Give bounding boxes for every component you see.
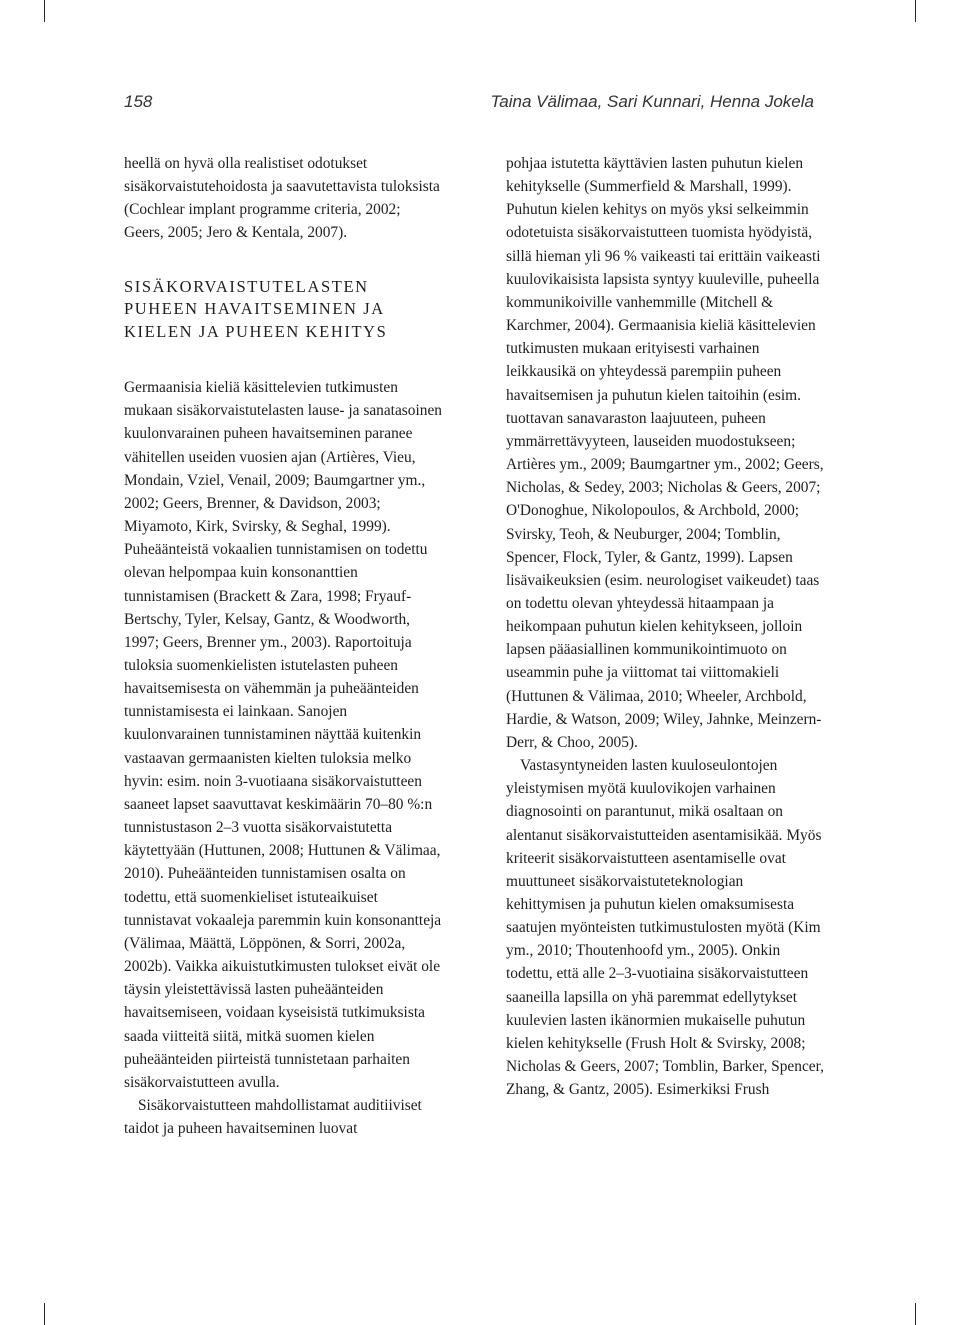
running-head: Taina Välimaa, Sari Kunnari, Henna Jokela — [490, 92, 814, 111]
right-column — [506, 152, 824, 1101]
intro-paragraph: heellä on hyvä olla realistiset odotukset sisäkorvaistutehoidosta ja saavutettavista tuloksista (Cochlear implant programme criteria, 2002; Geers, 2005; Jero & Kentala, 2007). — [124, 155, 440, 242]
left-column — [124, 152, 442, 1140]
section-heading-line: SISÄKORVAISTUTELASTEN — [124, 276, 369, 296]
section-heading — [124, 245, 442, 377]
body-paragraph: Sisäkorvaistutteen mahdollistamat auditiiviset taidot ja puheen havaitseminen luovat — [124, 1096, 422, 1138]
section-heading-line: PUHEEN HAVAITSEMINEN JA — [124, 299, 385, 319]
crop-mark — [915, 1303, 916, 1325]
page-number: 158 — [124, 92, 153, 111]
crop-mark — [44, 1303, 45, 1325]
body-paragraph: Vastasyntyneiden lasten kuuloseulontojen yleistymisen myötä kuulovikojen varhainen diagnosointi on parantunut, mikä osaltaan on alentanut sisäkorvaistutteiden asentamisikää. Myös kriteerit sisäkorvaistutteen asentamiselle ovat muuttuneet sisäkorvaistuteteknologian kehittymisen ja puhutun kielen omaksumisesta saatujen myönteisten tutkimustulosten myötä (Kim ym., 2010; Thoutenhoofd ym., 2005). Onkin todettu, että alle 2–3-vuotiaina sisäkorvaistutteen saaneilla lapsilla on yhä paremmat edellytykset kuulevien lasten ikänormien mukaiselle puhutun kielen kehitykselle (Frush Holt & Svirsky, 2008; Nicholas & Geers, 2007; Tomblin, Barker, Spencer, Zhang, & Gantz, 2005). Esimerkiksi Frush — [506, 757, 824, 1099]
body-paragraph: pohjaa istutetta käyttävien lasten puhutun kielen kehitykselle (Summerfield & Marshall, 1999). Puhutun kielen kehitys on myös yksi selkeimmin odotetuista sisäkorvaistutteen tuomista hyödyistä, sillä hieman yli 96 % vaikeasti tai erittäin vaikeasti kuulovikaisista lapsista syntyy kuuleville, puheella kommunikoiville vanhemmille (Mitchell & Karchmer, 2004). Germaanisia kieliä käsittelevien tutkimusten mukaan erityisesti varhainen leikkausikä on yhteydessä parempiin puheen havaitsemisen ja puhutun kielen taitoihin (esim. tuottavan sanavaraston laajuuteen, puheen ymmärrettävyyteen, lauseiden muodostukseen; Artières ym., 2009; Baumgartner ym., 2002; Geers, Nicholas, & Sedey, 2003; Nicholas & Geers, 2007; O'Donoghue, Nikolopoulos, & Archbold, 2000; Svirsky, Teoh, & Neuburger, 2004; Tomblin, Spencer, Flock, Tyler, & Gantz, 1999). Lapsen lisävaikeuksien (esim. neurologiset vaikeudet) taas on todettu olevan yhteydessä hitaampaan ja heikompaan puhutun kielen kehitykseen, jolloin lapsen pääasiallinen kommunikointimuoto on useammin puhe ja viittomat tai viittomakieli (Huttunen & Välimaa, 2010; Wheeler, Archbold, Hardie, & Watson, 2009; Wiley, Jahnke, Meinzern-Derr, & Choo, 2005). — [506, 155, 824, 751]
crop-mark — [44, 0, 45, 22]
body-paragraph: Germaanisia kieliä käsittelevien tutkimusten mukaan sisäkorvaistutelasten lause- ja sanatasoinen kuulonvarainen puheen havaitseminen paranee vähitellen useiden vuosien ajan (Artières, Vieu, Mondain, Vziel, Venail, 2009; Baumgartner ym., 2002; Geers, Brenner, & Davidson, 2003; Miyamoto, Kirk, Svirsky, & Seghal, 1999). Puheäänteistä vokaalien tunnistamisen on todettu olevan helpompaa kuin konsonanttien tunnistamisen (Brackett & Zara, 1998; Fryauf-Bertschy, Tyler, Kelsay, Gantz, & Woodworth, 1997; Geers, Brenner ym., 2003). Raportoituja tuloksia suomenkielisten istutelasten puheen havaitsemisesta on vähemmän ja puheäänteiden tunnistamisesta ei lainkaan. Sanojen kuulonvarainen tunnistaminen näyttää kuitenkin vastaavan germaanisten kielten tuloksia melko hyvin: esim. noin 3-vuotiaana sisäkorvaistutteen saaneet lapset saavuttavat keskimäärin 70–80 %:n tunnistustason 2–3 vuotta sisäkorvaistutetta käytettyään (Huttunen, 2008; Huttunen & Välimaa, 2010). Puheäänteiden tunnistamisen osalta on todettu, että suomenkieliset istuteaikuiset tunnistavat vokaaleja paremmin kuin konsonantteja (Välimaa, Määttä, Löppönen, & Sorri, 2002a, 2002b). Vaikka aikuistutkimusten tulokset eivät ole täysin yleistettävissä lasten puheäänteiden havaitsemiseen, voidaan kyseisistä tutkimuksista saada viitteitä siitä, mitkä suomen kielen puheäänteiden piirteistä tunnistetaan parhaiten sisäkorvaistutteen avulla. — [124, 379, 442, 1091]
crop-mark — [915, 0, 916, 22]
section-heading-line: KIELEN JA PUHEEN KEHITYS — [124, 321, 388, 341]
